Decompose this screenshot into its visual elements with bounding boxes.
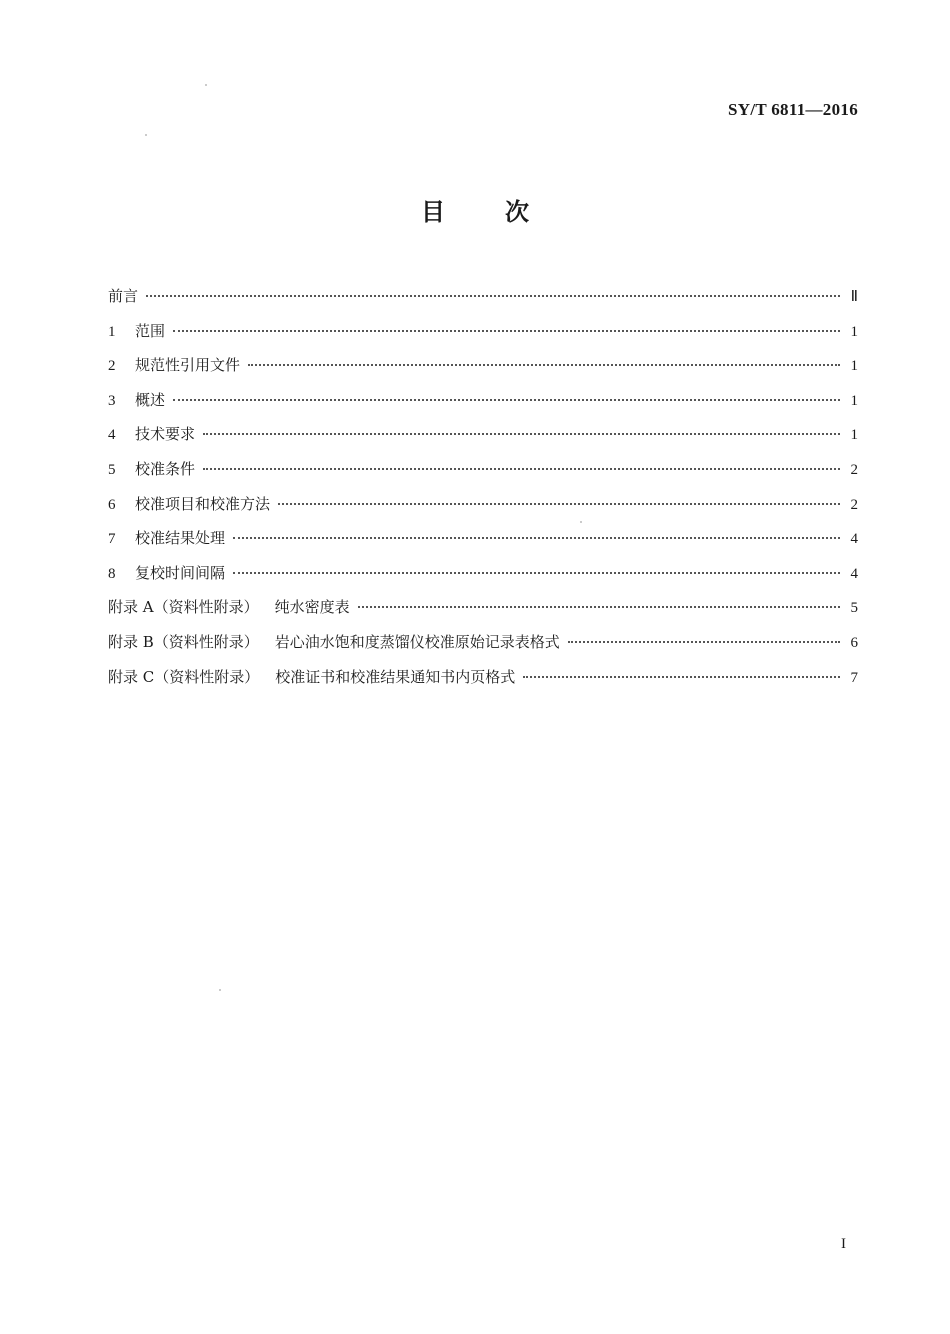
toc-entry-8[interactable] <box>108 556 858 591</box>
scan-speck <box>219 989 221 991</box>
page-title <box>0 192 950 227</box>
table-of-contents <box>108 279 858 694</box>
toc-appendix-prefix: 附录 A（资料性附录） <box>108 598 259 617</box>
toc-entry-label: 校准条件 <box>135 459 196 478</box>
toc-entry-5[interactable] <box>108 452 858 487</box>
toc-entry-appendix-c[interactable] <box>108 660 858 695</box>
dot-leader <box>358 605 840 608</box>
scan-speck <box>580 521 582 523</box>
toc-entry-page: 1 <box>850 323 858 340</box>
toc-entry-number: 7 <box>108 531 116 548</box>
toc-entry-page: 6 <box>850 634 858 651</box>
toc-entry-page: 4 <box>850 531 858 548</box>
toc-entry-appendix-b[interactable] <box>108 625 858 660</box>
dot-leader <box>278 502 840 505</box>
dot-leader <box>203 467 840 470</box>
toc-entry-label: 技术要求 <box>135 425 196 444</box>
toc-entry-4[interactable] <box>108 417 858 452</box>
dot-leader <box>568 640 840 643</box>
dot-leader <box>173 398 840 401</box>
toc-entry-number: 5 <box>108 461 116 478</box>
toc-entry-label: 复校时间间隔 <box>135 563 226 582</box>
standard-code: SY/T 6811—2016 <box>728 100 858 119</box>
toc-entry-label: 校准项目和校准方法 <box>135 494 271 513</box>
title-char-1: 目 <box>421 198 445 226</box>
toc-entry-page: 2 <box>850 496 858 513</box>
toc-entry-label: 岩心油水饱和度蒸馏仪校准原始记录表格式 <box>274 632 560 651</box>
scan-speck <box>145 134 147 136</box>
toc-entry-page: 1 <box>850 358 858 375</box>
toc-entry-label: 概述 <box>135 390 166 409</box>
toc-entry-1[interactable] <box>108 314 858 349</box>
toc-entry-label: 校准证书和校准结果通知书内页格式 <box>275 667 516 686</box>
title-char-2: 次 <box>505 198 529 226</box>
toc-entry-page: 2 <box>850 461 858 478</box>
scan-speck <box>205 84 207 86</box>
dot-leader <box>233 536 840 539</box>
toc-entry-number: 4 <box>108 427 116 444</box>
toc-entry-label: 范围 <box>135 321 166 340</box>
toc-entry-number: 8 <box>108 565 116 582</box>
toc-entry-page: 1 <box>850 392 858 409</box>
toc-entry-7[interactable] <box>108 521 858 556</box>
toc-entry-page: 1 <box>850 427 858 444</box>
toc-entry-appendix-a[interactable] <box>108 590 858 625</box>
dot-leader <box>523 675 840 678</box>
toc-entry-3[interactable] <box>108 383 858 418</box>
dot-leader <box>203 432 840 435</box>
toc-entry-number: 6 <box>108 496 116 513</box>
toc-entry-page: 7 <box>850 669 858 686</box>
toc-entry-label: 校准结果处理 <box>135 529 226 548</box>
toc-entry-page: Ⅱ <box>850 289 858 305</box>
toc-entry-label: 纯水密度表 <box>274 598 350 617</box>
toc-entry-number: 3 <box>108 392 116 409</box>
toc-entry-6[interactable] <box>108 487 858 522</box>
toc-entry-number: 1 <box>108 323 116 340</box>
dot-leader <box>233 571 840 574</box>
toc-entry-foreword[interactable] <box>108 279 858 314</box>
dot-leader <box>248 363 840 366</box>
toc-appendix-prefix: 附录 B（资料性附录） <box>108 632 259 651</box>
toc-entry-number: 2 <box>108 358 116 375</box>
toc-entry-page: 5 <box>850 600 858 617</box>
toc-entry-2[interactable] <box>108 348 858 383</box>
dot-leader <box>146 294 840 297</box>
toc-entry-label: 规范性引用文件 <box>135 356 241 375</box>
toc-appendix-prefix: 附录 C（资料性附录） <box>108 667 260 686</box>
dot-leader <box>173 329 840 332</box>
toc-entry-label: 前言 <box>108 287 139 305</box>
page-number: I <box>841 1236 846 1252</box>
toc-entry-page: 4 <box>850 565 858 582</box>
